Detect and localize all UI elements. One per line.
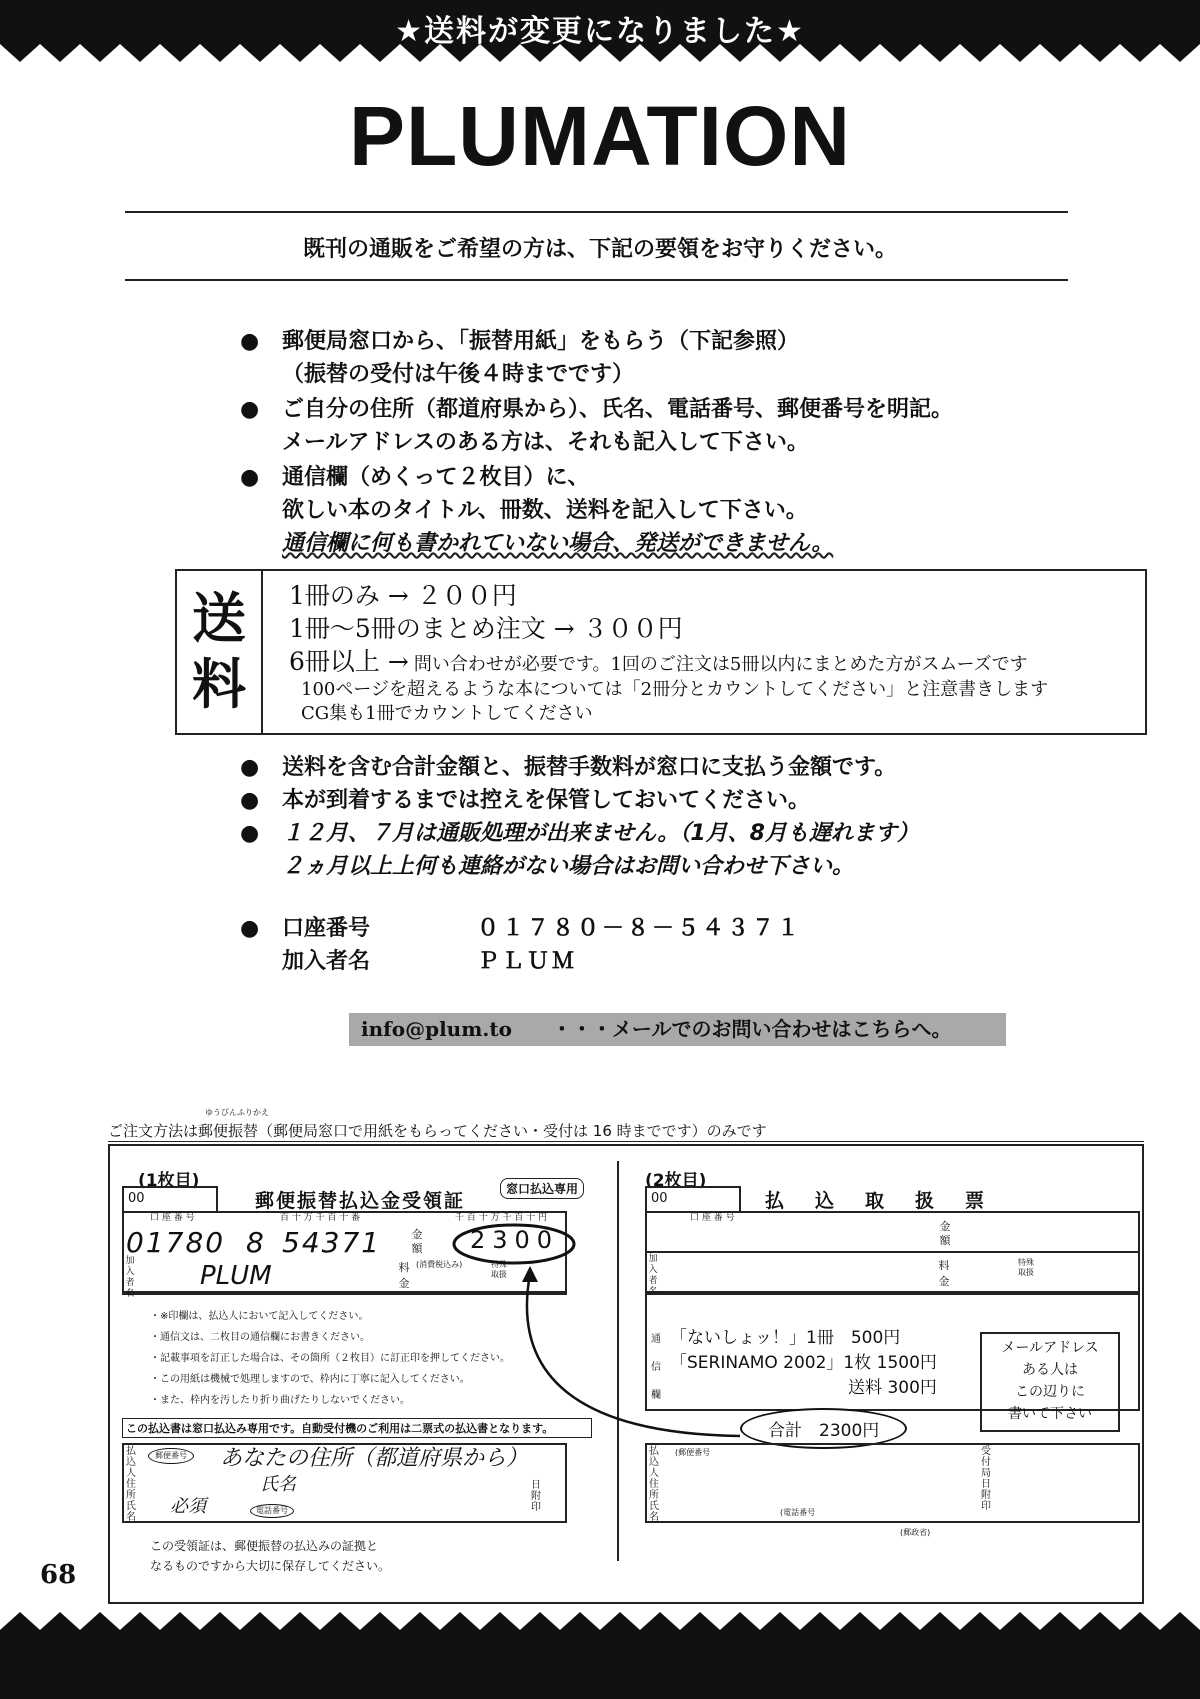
shipping-note: 100ページを超えるような本については「2冊分とカウントしてください」と注意書きします — [301, 679, 1049, 700]
stamp-label: 受付局日附印 — [981, 1446, 991, 1512]
address-hint: あなたの住所（都道府県から） — [220, 1446, 529, 1471]
bullet-icon: ● — [240, 916, 260, 941]
account-info — [240, 912, 802, 978]
instruction-line: メールアドレスのある方は、それも記入して下さい。 — [282, 430, 809, 455]
bullet-icon: ● — [240, 329, 260, 354]
contact-text: ・・・メールでのお問い合わせはこちらへ。 — [551, 1017, 952, 1041]
bullet-icon: ● — [240, 755, 260, 780]
form-code: 00 — [128, 1191, 145, 1206]
bullet-icon: ● — [240, 821, 260, 846]
page-title: PLUMATION — [348, 89, 852, 183]
ministry-label: (郵政省) — [900, 1528, 931, 1537]
divider — [125, 211, 1068, 213]
special-handling-label: 特殊取扱 — [491, 1260, 507, 1279]
rate-six-plus: 6冊以上 → — [289, 647, 409, 676]
mail-note-line: 書いて下さい — [1008, 1406, 1092, 1422]
form-title: 郵便振替払込金受領証 — [255, 1190, 466, 1212]
form-note: ・通信文は、二枚目の通信欄にお書きください。 — [150, 1332, 370, 1343]
note-line: 本が到着するまでは控えを保管しておいてください。 — [282, 788, 811, 813]
footer-line: なるものですから大切に保存してください。 — [150, 1559, 391, 1573]
instruction-line: （振替の受付は午後４時までです） — [282, 362, 635, 387]
page-number: 68 — [40, 1560, 77, 1590]
intro-text: 既刊の通販をご希望の方は、下記の要領をお守りください。 — [302, 237, 897, 262]
date-stamp-label: 日附印 — [531, 1480, 541, 1513]
amount-label: 金額 — [939, 1220, 951, 1247]
form-note: ・また、枠内を汚したり折り曲げたりしないでください。 — [150, 1395, 410, 1406]
handwritten-name: PLUM — [200, 1261, 272, 1291]
rate-six-plus-note: 問い合わせが必要です。1回のご注文は5冊以内にまとめた方がスムーズです — [413, 654, 1028, 675]
instruction-item — [240, 393, 953, 459]
payer-label: 払込人住所氏名 — [649, 1446, 659, 1523]
note-line: １２月、７月は通販処理が出来ません。（1月、8月も遅れます） — [282, 821, 919, 846]
instruction-line: 通信欄（めくって２枚目）に、 — [282, 465, 590, 490]
contact-bar — [349, 1013, 1006, 1046]
fee-label: 料金 — [938, 1259, 950, 1288]
warning-text: 通信欄に何も書かれていない場合、発送ができません。 — [282, 531, 834, 556]
form-note: ・※印欄は、払込人において記入してください。 — [150, 1311, 369, 1322]
shipping-note: CG集も1冊でカウントしてください — [301, 703, 593, 724]
banner-title: ★送料が変更になりました★ — [395, 14, 805, 49]
email-link[interactable]: info@plum.to — [361, 1017, 512, 1041]
total-circled: 合計 2300円 — [740, 1408, 907, 1449]
bullet-icon: ● — [240, 397, 260, 422]
form-notes — [150, 1306, 510, 1411]
note-line: ２ヵ月以上上何も連絡がない場合はお問い合わせ下さい。 — [282, 854, 855, 879]
account-name-label: 加入者名 — [282, 949, 371, 974]
mail-note-line: ある人は — [1022, 1362, 1078, 1378]
mail-note-line: メールアドレス — [1001, 1340, 1099, 1356]
note-line: 送料を含む合計金額と、振替手数料が窓口に支払う金額です。 — [282, 755, 897, 780]
form-note: ・この用紙は機械で処理しますので、枠内に丁寧に記入してください。 — [150, 1374, 470, 1385]
name-hint: 氏名 — [260, 1474, 296, 1495]
sheet-label: (2枚目) — [645, 1171, 707, 1191]
instruction-item — [240, 325, 799, 391]
amount-value: 2300 — [470, 1226, 560, 1254]
acct-header: 口 座 番 号 — [690, 1213, 735, 1223]
sheet-label: (1枚目) — [138, 1171, 200, 1191]
digit-header: 百 十 万 千 百 十 番 — [280, 1213, 361, 1223]
account-number-label: 口座番号 — [282, 916, 371, 941]
shipping-label-char: 料 — [192, 652, 246, 716]
acct-header: 口 座 番 号 — [150, 1213, 195, 1223]
tax-note: (消費税込み) — [416, 1260, 463, 1269]
transfer-form-sample — [108, 1144, 1144, 1604]
shipping-label — [177, 571, 263, 733]
comm-line: 「ないしょッ！」1冊 500円 — [670, 1328, 901, 1348]
amount-header: 千 百 十 万 千 百 十 円 — [455, 1213, 548, 1223]
arrow-annotation — [510, 1264, 830, 1514]
instruction-line: 郵便局窓口から、「振替用紙」をもらう（下記参照） — [282, 329, 800, 354]
note-item — [240, 784, 810, 817]
account-name: ＰＬＵＭ — [477, 949, 578, 974]
rate-bundle: 1冊～5冊のまとめ注文 → ３００円 — [289, 614, 683, 643]
special-handling-label: 特殊取扱 — [1018, 1258, 1034, 1277]
receipt-footer — [150, 1536, 390, 1576]
instruction-item — [240, 461, 833, 560]
instruction-line: ご自分の住所（都道府県から）、氏名、電話番号、郵便番号を明記。 — [282, 397, 954, 422]
name-label: 加入者名 — [125, 1256, 135, 1299]
handwritten-account-check: 8 — [246, 1226, 264, 1259]
footer-line: この受領証は、郵便振替の払込みの証拠と — [150, 1539, 379, 1553]
name-label: 加入者名 — [648, 1254, 658, 1297]
bullet-icon: ● — [240, 788, 260, 813]
comm-line: 「SERINAMO 2002」1枚 1500円 — [670, 1353, 937, 1373]
counter-notice: この払込書は窓口払込み専用です。自動受付機のご利用は二票式の払込書となります。 — [122, 1418, 592, 1438]
phone-label: (電話番号 — [780, 1508, 816, 1517]
handwritten-account-main: 01780 — [126, 1226, 226, 1259]
note-item — [240, 751, 896, 784]
amount-label: 金額 — [411, 1228, 423, 1255]
bullet-icon: ● — [240, 465, 260, 490]
postal-label-circled: 郵便番号 — [148, 1448, 194, 1464]
mail-note-box — [980, 1332, 1120, 1432]
required-hint: 必須 — [170, 1496, 206, 1517]
comm-line: 送料 300円 — [848, 1378, 937, 1398]
form-title: 払 込 取 扱 票 — [765, 1190, 991, 1212]
counter-only-badge: 窓口払込専用 — [500, 1178, 584, 1199]
form-caption: ご注文方法は郵便振替（郵便局窓口で用紙をもらってください・受付は 16 時までです）のみです — [108, 1120, 1144, 1142]
form-code: 00 — [651, 1191, 668, 1206]
mail-note-line: この辺りに — [1015, 1384, 1085, 1400]
fee-label: 料金 — [398, 1261, 410, 1290]
divider — [125, 279, 1068, 281]
note-item — [240, 817, 919, 883]
handwritten-account-number: 54371 — [282, 1226, 382, 1259]
amount-circle — [450, 1222, 580, 1266]
comm-label: 通信欄 — [651, 1334, 661, 1401]
postal-label: (郵便番号 — [675, 1448, 711, 1457]
instruction-line: 欲しい本のタイトル、冊数、送料を記入して下さい。 — [282, 498, 808, 523]
account-number: ０１７８０－８－５４３７１ — [477, 916, 803, 941]
phone-label-circled: 電話番号 — [250, 1504, 294, 1518]
ruby-text: ゆうびんふりかえ — [205, 1108, 269, 1117]
shipping-label-char: 送 — [192, 586, 246, 650]
bottom-zigzag-band — [0, 1600, 1200, 1699]
payer-label: 払込人住所氏名 — [126, 1446, 136, 1523]
form-note: ・記載事項を訂正した場合は、その箇所（２枚目）に訂正印を押してください。 — [150, 1353, 510, 1364]
rate-single: 1冊のみ → ２００円 — [289, 581, 517, 610]
shipping-rates-box — [175, 569, 1147, 735]
